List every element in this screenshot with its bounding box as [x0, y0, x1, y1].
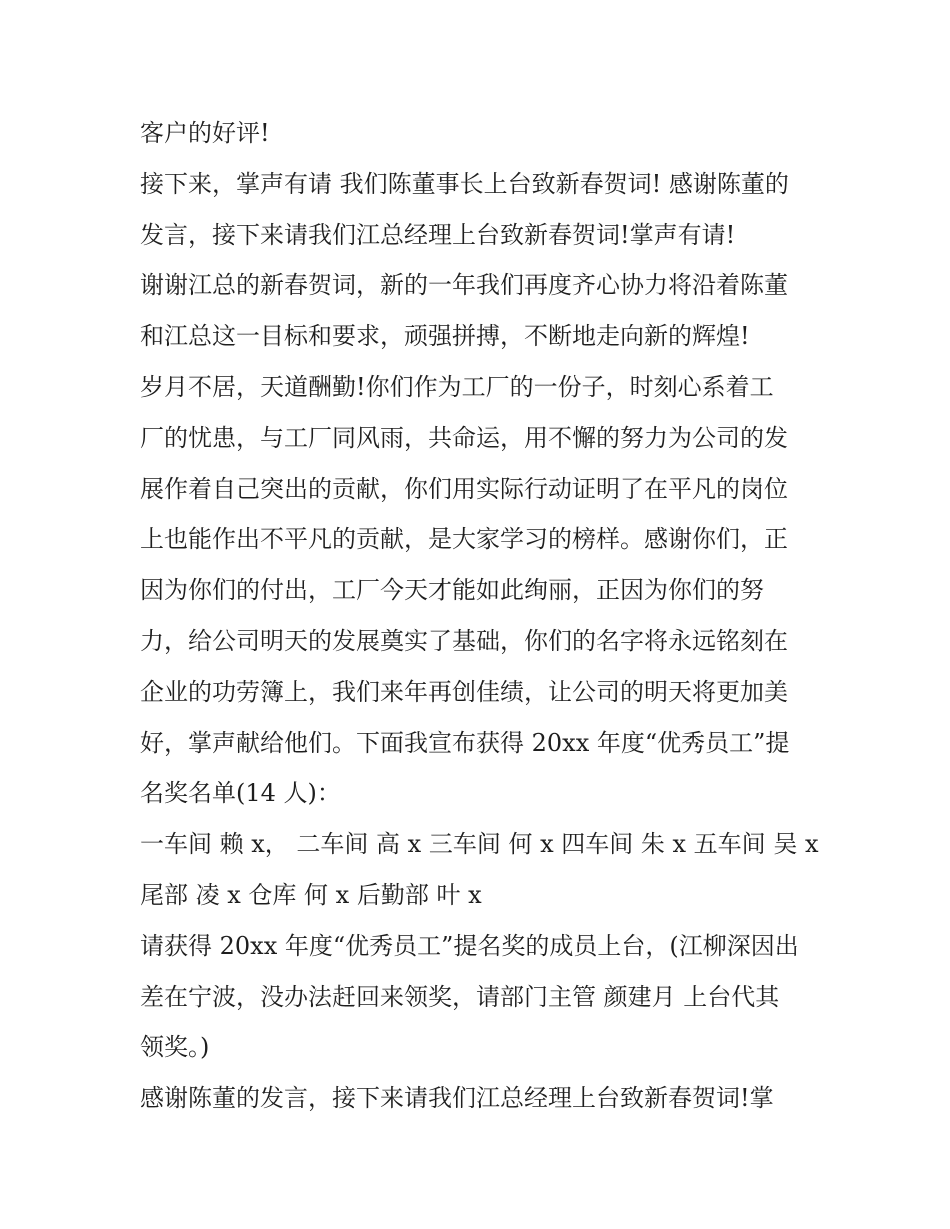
text-line: 差在宁波，没办法赶回来领奖，请部门主管 颜建月 上台代其 — [140, 982, 780, 1011]
text-line: 展作着自己突出的贡献，你们用实际行动证明了在平凡的岗位 — [140, 474, 788, 503]
text-line: 厂的忧患，与工厂同风雨，共命运，用不懈的努力为公司的发 — [140, 423, 788, 452]
award-list-line: 尾部 凌 x 仓库 何 x 后勤部 叶 x — [140, 880, 482, 909]
text-line: 名奖名单(14 人)： — [140, 779, 341, 808]
text-line: 客户的好评! — [140, 119, 270, 147]
text-line: 岁月不居，天道酬勤!你们作为工厂的一份子，时刻心系着工 — [140, 372, 774, 401]
document-body — [140, 108, 820, 1124]
text-line: 上也能作出不平凡的贡献，是大家学习的榜样。感谢你们，正 — [140, 525, 788, 554]
text-line: 因为你们的付出，工厂今天才能如此绚丽，正因为你们的努 — [140, 576, 764, 605]
text-line: 感谢陈董的发言，接下来请我们江总经理上台致新春贺词!掌 — [140, 1084, 774, 1113]
text-line: 谢谢江总的新春贺词，新的一年我们再度齐心协力将沿着陈董 — [140, 271, 788, 300]
text-line: 请获得 20xx 年度“优秀员工”提名奖的成员上台，(江柳深因出 — [140, 931, 799, 960]
text-line: 发言，接下来请我们江总经理上台致新春贺词!掌声有请! — [140, 220, 736, 249]
text-line: 和江总这一目标和要求，顽强拼搏，不断地走向新的辉煌! — [140, 322, 750, 351]
text-line: 企业的功劳簿上，我们来年再创佳绩，让公司的明天将更加美 — [140, 677, 788, 706]
text-line: 领奖。) — [140, 1033, 210, 1062]
text-line: 好，掌声献给他们。下面我宣布获得 20xx 年度“优秀员工”提 — [140, 728, 790, 757]
award-list-line: 一车间 赖 x， 二车间 高 x 三车间 何 x 四车间 朱 x 五车间 吴 x — [140, 830, 819, 859]
text-line: 力，给公司明天的发展奠实了基础，你们的名字将永远铭刻在 — [140, 626, 788, 655]
text-line: 接下来，掌声有请 我们陈董事长上台致新春贺词! 感谢陈董的 — [140, 169, 789, 198]
